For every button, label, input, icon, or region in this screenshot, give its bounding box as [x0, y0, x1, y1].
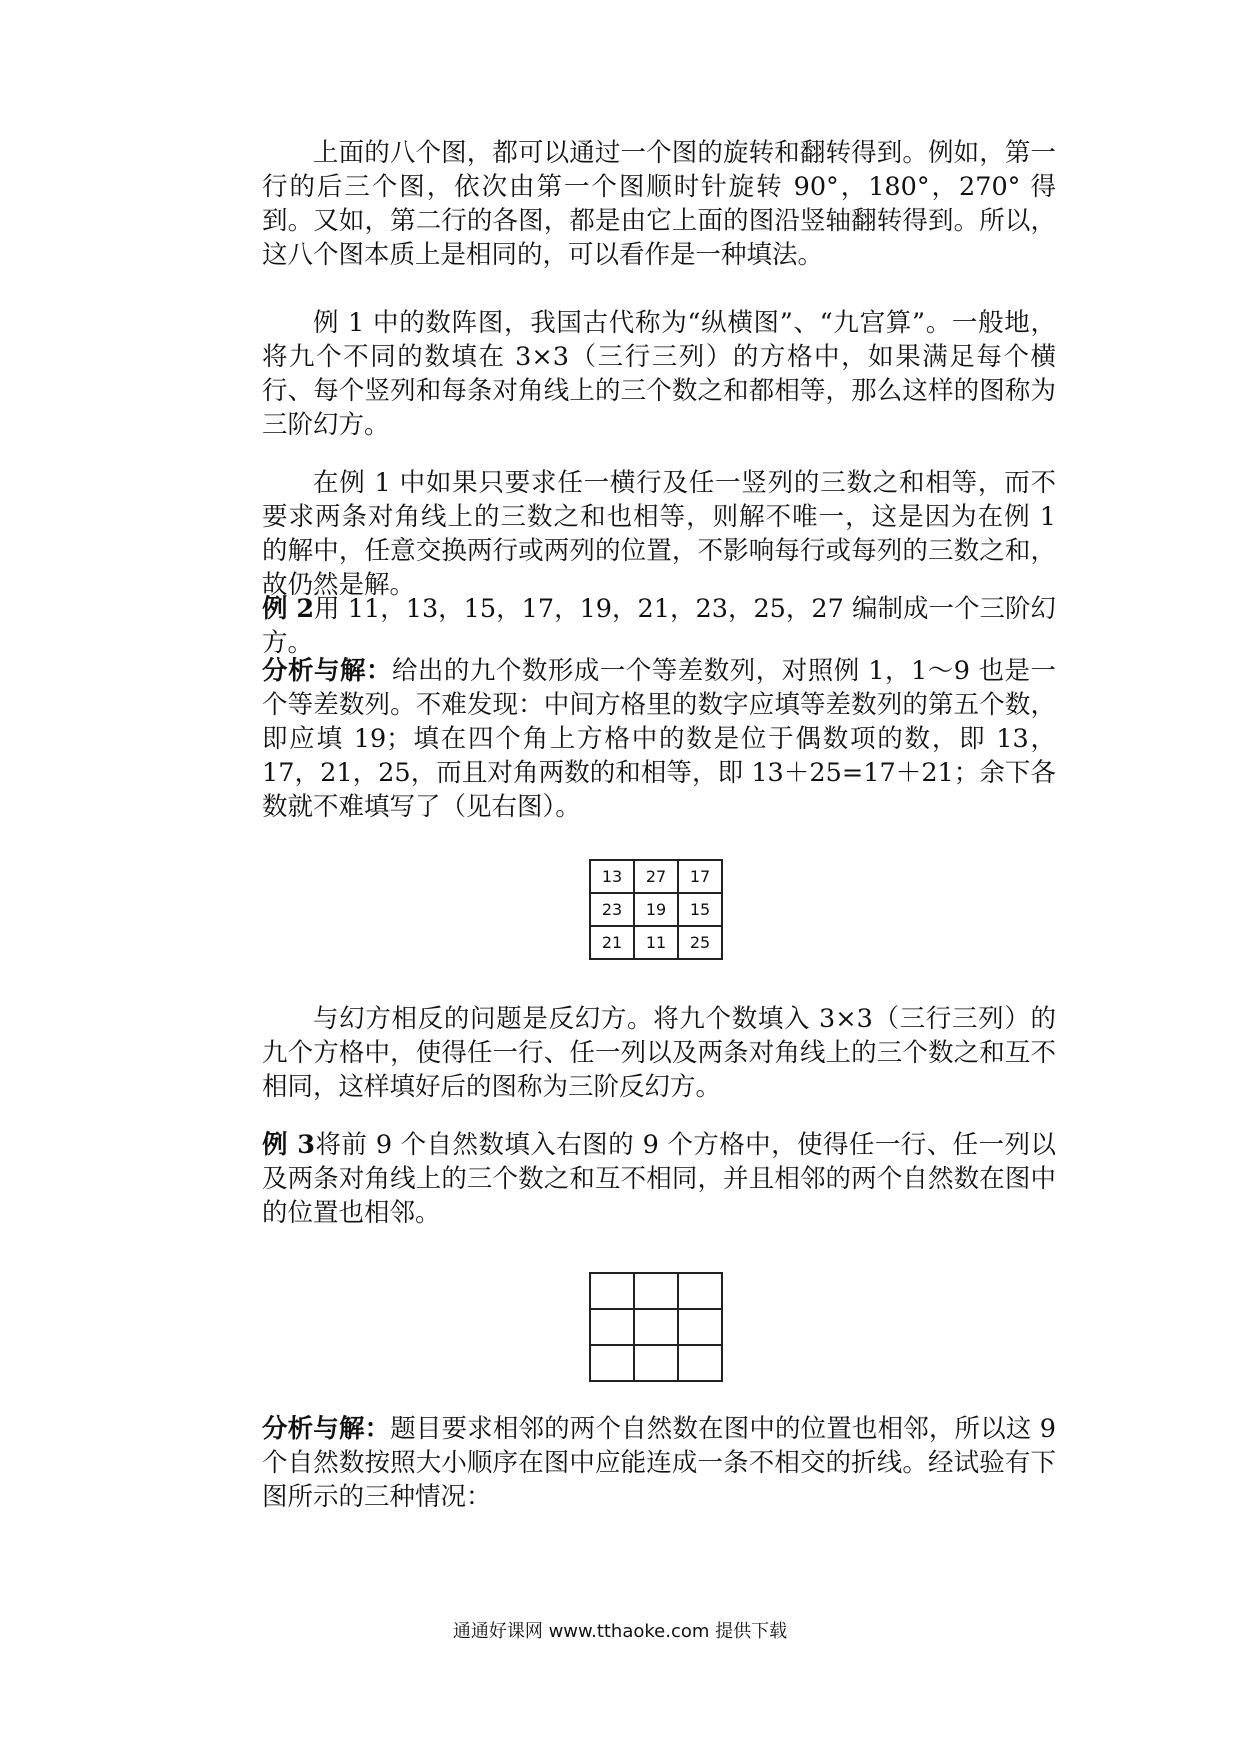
paragraph-text: 上面的八个图，都可以通过一个图的旋转和翻转得到。例如，第一行的后三个图，依次由第一个图顺时针旋转 90°，180°，270° 得到。又如，第二行的各图，都是由它上面的图沿竖轴翻转得到。所以，这八个图本质上是相同的，可以看作是一种填法。	[262, 138, 1056, 270]
empty-grid	[589, 1272, 723, 1382]
analysis-1-text: 给出的九个数形成一个等差数列，对照例 1，1～9 也是一个等差数列。不难发现：中间方格里的数字应填等差数列的第五个数，即应填 19；填在四个角上方格中的数是位于偶数项的数，即 13，17，21，25，而且对角两数的和相等，即 13＋25=17＋21；余下各数就不难填写了（见右图）。	[262, 656, 1056, 822]
grid-cell: 25	[678, 926, 722, 959]
grid-cell: 17	[678, 860, 722, 893]
analysis-2-text: 题目要求相邻的两个自然数在图中的位置也相邻，所以这 9 个自然数按照大小顺序在图中应能连成一条不相交的折线。经试验有下图所示的三种情况：	[262, 1414, 1056, 1512]
paragraph-anti-magic-square	[262, 1002, 1056, 1104]
paragraph-text: 与幻方相反的问题是反幻方。将九个数填入 3×3（三行三列）的九个方格中，使得任一行、任一列以及两条对角线上的三个数之和互不相同，这样填好后的图称为三阶反幻方。	[262, 1004, 1056, 1102]
grid-cell	[590, 1345, 634, 1381]
grid-cell: 15	[678, 893, 722, 926]
grid-row	[590, 1309, 722, 1345]
grid-cell	[590, 1309, 634, 1345]
grid-cell: 27	[634, 860, 678, 893]
paragraph-magic-square-definition	[262, 306, 1056, 442]
analysis-2	[262, 1412, 1056, 1514]
analysis-1	[262, 654, 1056, 824]
grid-cell	[634, 1309, 678, 1345]
grid-row	[590, 1345, 722, 1381]
grid-row	[590, 860, 722, 893]
paragraph-non-unique	[262, 466, 1056, 602]
paragraph-text: 在例 1 中如果只要求任一横行及任一竖列的三数之和相等，而不要求两条对角线上的三数之和也相等，则解不唯一，这是因为在例 1 的解中，任意交换两行或两列的位置，不影响每行或每列的三数之和，故仍然是解。	[262, 468, 1056, 600]
paragraph-text: 例 1 中的数阵图，我国古代称为“纵横图”、“九宫算”。一般地，将九个不同的数填在 3×3（三行三列）的方格中，如果满足每个横行、每个竖列和每条对角线上的三个数之和都相等，那么这样的图称为三阶幻方。	[262, 308, 1056, 440]
grid-cell	[678, 1273, 722, 1309]
magic-square-grid	[589, 859, 723, 960]
grid-cell: 13	[590, 860, 634, 893]
page-footer: 通通好课网 www.tthaoke.com 提供下载	[452, 1621, 788, 1642]
grid-row	[590, 893, 722, 926]
analysis-1-label: 分析与解：	[262, 656, 392, 686]
grid-cell: 21	[590, 926, 634, 959]
grid-cell	[678, 1345, 722, 1381]
analysis-2-label: 分析与解：	[262, 1414, 391, 1444]
grid-cell	[634, 1273, 678, 1309]
example-2-text: 用 11，13，15，17，19，21，23，25，27 编制成一个三阶幻方。	[262, 594, 1056, 658]
grid-cell	[678, 1309, 722, 1345]
grid-cell: 19	[634, 893, 678, 926]
paragraph-rotations	[262, 136, 1056, 272]
example-3-label: 例 3	[262, 1130, 315, 1160]
grid-row	[590, 1273, 722, 1309]
example-3-text: 将前 9 个自然数填入右图的 9 个方格中，使得任一行、任一列以及两条对角线上的三个数之和互不相同，并且相邻的两个自然数在图中的位置也相邻。	[262, 1130, 1056, 1228]
example-2-label: 例 2	[262, 594, 315, 624]
grid-cell	[634, 1345, 678, 1381]
grid-cell: 23	[590, 893, 634, 926]
example-2	[262, 592, 1056, 660]
example-3	[262, 1128, 1056, 1230]
grid-cell: 11	[634, 926, 678, 959]
grid-cell	[590, 1273, 634, 1309]
grid-row	[590, 926, 722, 959]
